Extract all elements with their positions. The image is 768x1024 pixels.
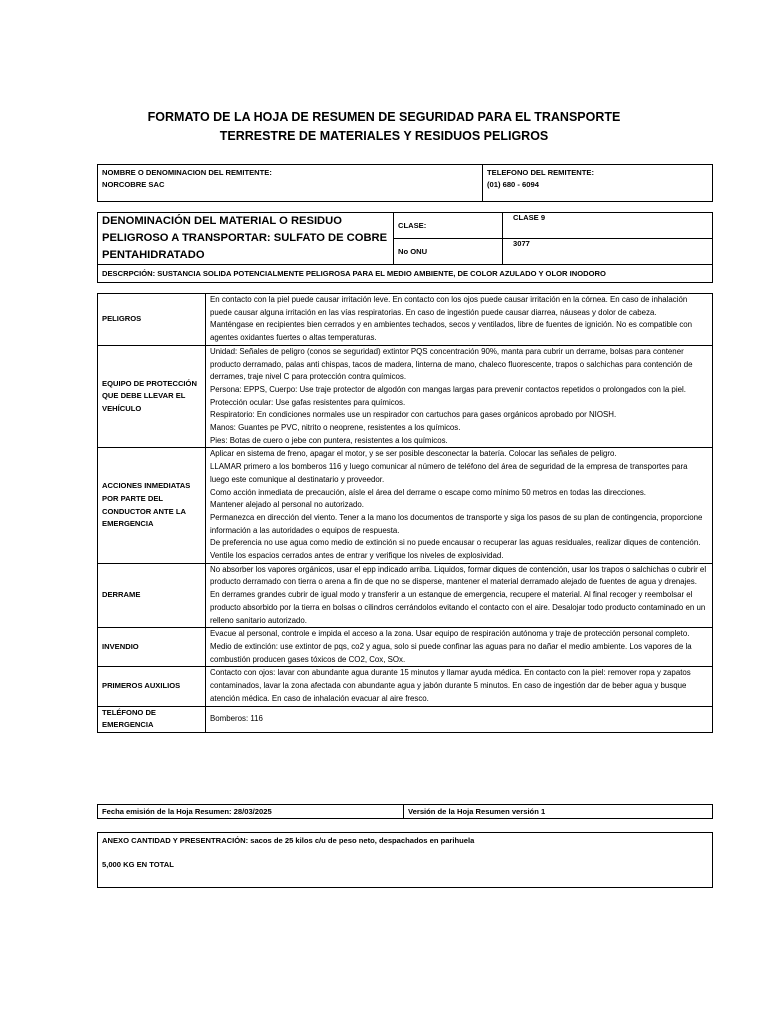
auxilios-text: Contacto con ojos: lavar con abundante agua durante 15 minutos y llamar ayuda médica. En contacto con la piel: remover ropa y zapatos contaminados, lavar la zona afectada con abundante agua y jabón durante 5 minutos. En caso de ingestión dar de beber agua y busque atención médica. En caso de inhalación evacuar al aire fresco. (206, 667, 713, 706)
document-title: FORMATO DE LA HOJA DE RESUMEN DE SEGURIDAD PARA EL TRANSPORTE TERRESTRE DE MATERIALES Y RESIDUOS PELIGROS (147, 110, 621, 143)
derrame-text: No absorber los vapores orgánicos, usar el epp indicado arriba. Liquidos, formar diques de contención, usar los trapos o salchichas o cubrir el producto derramado con tierra o arena a fin de que no se disperse, mantener el material derramado alejado de fuentes de agua y drenajes. En derrames grandes cubrir de igual modo y transferir a un estanque de emergencia, recupere el material. Al final recoger y reembolsar el producto absorbido por la tierra en bolsas o cilindros cerrándolos evitando el contacto con el aire. Desalojar todo producto contaminado en un relleno sanitario autorizado. (206, 563, 713, 628)
onu-value: 3077 (503, 239, 713, 265)
acciones-label: ACCIONES INMEDIATAS POR PARTE DEL CONDUCTOR ANTE LA EMERGENCIA (98, 448, 206, 563)
hazard-summary-table (97, 293, 713, 733)
sender-table (97, 164, 713, 202)
clase-value: CLASE 9 (503, 213, 713, 239)
annex-table (97, 832, 713, 888)
peligros-label: PELIGROS (98, 294, 206, 346)
emission-date: Fecha emisión de la Hoja Resumen: 28/03/2025 (98, 805, 404, 819)
material-table (97, 212, 713, 283)
table-row (98, 628, 713, 667)
onu-label: No ONU (394, 239, 503, 265)
auxilios-label: PRIMEROS AUXILIOS (98, 667, 206, 706)
acciones-text: Aplicar en sistema de freno, apagar el motor, y se ser posible desconectar la batería. Colocar las señales de peligro. LLAMAR primero a los bomberos 116 y luego comunicar al número de teléfono del área de seguridad de la empresa de transportes para luego este comunique al destinatario y proveedor. Como acción inmediata de precaución, aísle el área del derrame o escape como mínimo 50 metros en todas las direcciones. Mantener alejado al personal no autorizado. Permanezca en dirección del viento. Tener a la mano los documentos de transporte y siga los pasos de su plan de contingencia, proporcione información a las autoridades o equipos de respuesta. De preferencia no use agua como medio de extinción si no puede encausar o recuperar las aguas residuales, realizar diques de contención. Ventile los espacios cerrados antes de entrar y verifique los niveles de explosividad. (206, 448, 713, 563)
sender-phone-cell (483, 165, 713, 202)
sender-name-value: NORCOBRE SAC (102, 180, 165, 189)
table-row (98, 563, 713, 628)
sender-phone-label: TELEFONO DEL REMITENTE: (487, 168, 595, 177)
derrame-label: DERRAME (98, 563, 206, 628)
telefono-text: Bomberos: 116 (206, 706, 713, 732)
annex-presentation: ANEXO CANTIDAD Y PRESENTRACIÓN: sacos de 25 kilos c/u de peso neto, despachados en parihuela (102, 836, 475, 845)
equipo-label: EQUIPO DE PROTECCIÓN QUE DEBE LLEVAR EL VEHÍCULO (98, 345, 206, 448)
equipo-text: Unidad: Señales de peligro (conos se seguridad) extintor PQS concentración 90%, manta para cubrir un derrame, bolsas para contener producto derramado, palas anti chispas, tacos de madera, linterna de mano, chaleco fluorescente, trapos o salchichas para contención de derrames, traje nivel C para protección contra químicos. Persona: EPPS, Cuerpo: Use traje protector de algodón con mangas largas para prevenir contactos repetidos o prolongados con la piel. Protección ocular: Use gafas resistentes para químicos. Respiratorio: En condiciones normales use un respirador con cartuchos para gases orgánicos aprobado por NIOSH. Manos: Guantes pe PVC, nitrito o neoprene, resistentes a los químicos. Pies: Botas de cuero o jebe con puntera, resistentes a los químicos. (206, 345, 713, 448)
emission-table (97, 804, 713, 819)
table-row (98, 294, 713, 346)
annex-cell (98, 833, 713, 888)
table-row (98, 706, 713, 732)
telefono-label: TELÉFONO DE EMERGENCIA (98, 706, 206, 732)
table-row (98, 667, 713, 706)
incendio-label: INVENDIO (98, 628, 206, 667)
peligros-text: En contacto con la piel puede causar irritación leve. En contacto con los ojos puede causar irritación en la córnea. En caso de inhalación puede causar alguna irritación en las vías respiratorias. En caso de ingestión puede causar diarrea, náuseas y dolor de cabeza. Manténgase en recipientes bien cerrados y en ambientes techados, secos y ventilados, libre de fuentes de ignición. No es compatible con agentes oxidantes fuertes o altas temperaturas. (206, 294, 713, 346)
table-row (98, 345, 713, 448)
sender-phone-value: (01) 680 - 6094 (487, 180, 539, 189)
annex-total: 5,000 KG EN TOTAL (102, 860, 174, 869)
clase-label: CLASE: (394, 213, 503, 239)
sender-name-cell (98, 165, 483, 202)
sender-name-label: NOMBRE O DENOMINACION DEL REMITENTE: (102, 168, 272, 177)
material-description: DESCRPCIÓN: SUSTANCIA SOLIDA POTENCIALMENTE PELIGROSA PARA EL MEDIO AMBIENTE, DE COLOR AZULADO Y OLOR INODORO (98, 265, 713, 283)
material-name: DENOMINACIÓN DEL MATERIAL O RESIDUO PELIGROSO A TRANSPORTAR: SULFATO DE COBRE PENTAHIDRATADO (98, 213, 394, 265)
incendio-text: Evacue al personal, controle e impida el acceso a la zona. Usar equipo de respiración autónoma y traje de protección personal completo. Medio de extinción: use extintor de pqs, co2 y agua, solo si puede confinar las aguas para no dañar el medio ambiente. Los vapores de la combustión producen gases tóxicos de CO2, Cox, SOx. (206, 628, 713, 667)
version-info: Versión de la Hoja Resumen versión 1 (404, 805, 713, 819)
table-row (98, 448, 713, 563)
